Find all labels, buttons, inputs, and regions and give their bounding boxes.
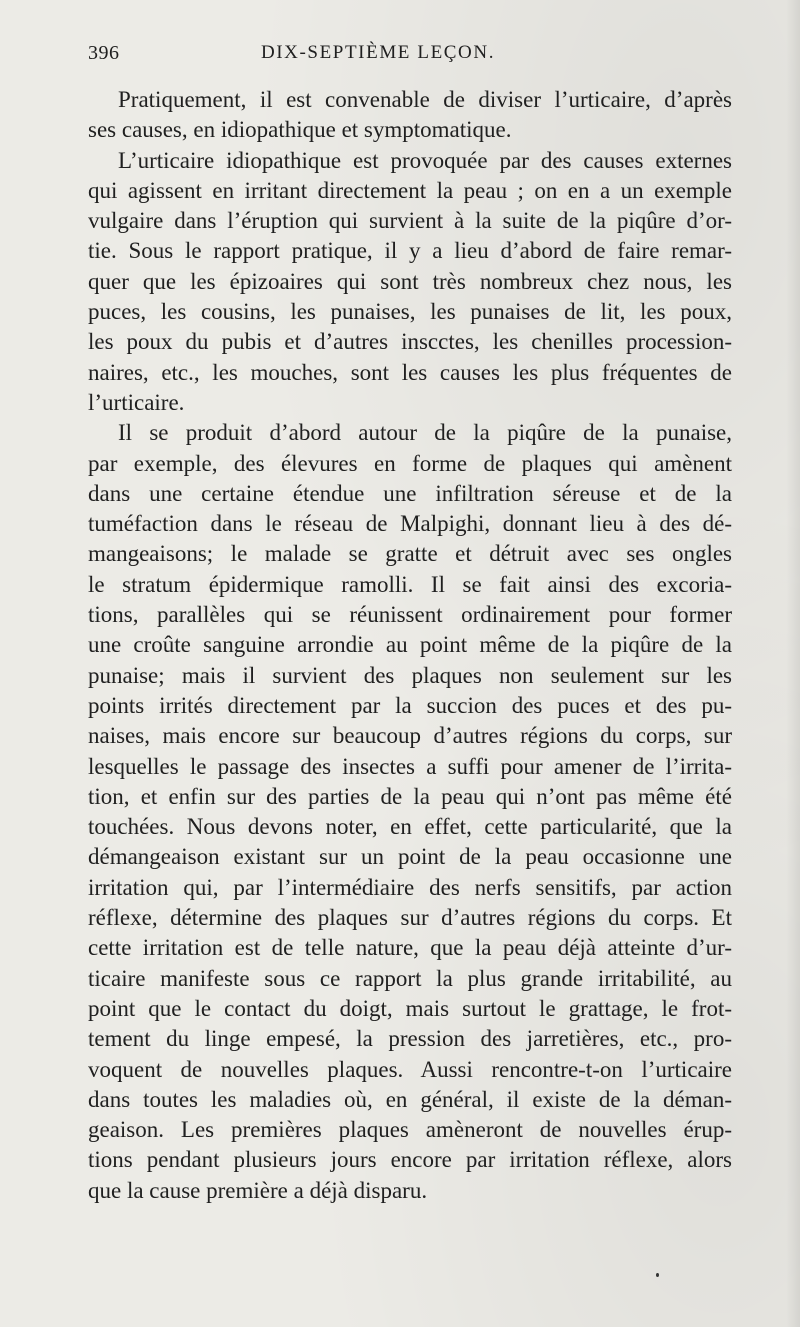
- text-line: geaison. Les premières plaques amèneront de nouvelles érup-: [88, 1117, 732, 1143]
- text-line: l’urticaire.: [88, 389, 185, 415]
- text-line: voquent de nouvelles plaques. Aussi rencontre-t-on l’urticaire: [88, 1056, 732, 1082]
- text-line: démangeaison existant sur un point de la peau occasionne une: [88, 844, 732, 870]
- text-line: tion, et enfin sur des parties de la peau qui n’ont pas même été: [88, 783, 732, 809]
- text-line: mangeaisons; le malade se gratte et détruit avec ses ongles: [88, 541, 732, 567]
- text-line: naises, mais encore sur beaucoup d’autres régions du corps, sur: [88, 723, 732, 749]
- page-number: 396: [88, 42, 120, 64]
- text-line: vulgaire dans l’éruption qui survient à la suite de la piqûre d’or-: [88, 208, 732, 234]
- text-line: tie. Sous le rapport pratique, il y a lieu d’abord de faire remar-: [88, 238, 732, 264]
- text-line: cette irritation est de telle nature, que la peau déjà atteinte d’ur-: [88, 935, 732, 961]
- text-line: naires, etc., les mouches, sont les causes les plus fréquentes de: [88, 359, 732, 385]
- text-line: que la cause première a déjà disparu.: [88, 1177, 428, 1203]
- text-line: punaise; mais il survient des plaques non seulement sur les: [88, 662, 732, 688]
- text-line: tions, parallèles qui se réunissent ordinairement pour former: [88, 602, 732, 628]
- text-line: réflexe, détermine des plaques sur d’autres régions du corps. Et: [88, 905, 732, 931]
- running-title: DIX-SEPTIÈME LEÇON.: [260, 42, 496, 63]
- text-line: touchées. Nous devons noter, en effet, cette particularité, que la: [88, 814, 732, 840]
- text-line: par exemple, des élevures en forme de plaques qui amènent: [88, 450, 732, 476]
- text-line: Pratiquement, il est convenable de diviser l’urticaire, d’après: [118, 87, 732, 112]
- text-line: qui agissent en irritant directement la peau ; on en a un exemple: [88, 177, 732, 203]
- text-line: le stratum épidermique ramolli. Il se fait ainsi des excoria-: [88, 571, 732, 597]
- text-line: dans une certaine étendue une infiltration séreuse et de la: [88, 480, 732, 506]
- ink-speck: [656, 1273, 659, 1277]
- paragraph-2: [88, 146, 732, 419]
- text-line: tuméfaction dans le réseau de Malpighi, donnant lieu à des dé-: [88, 511, 732, 537]
- text-line: ticaire manifeste sous ce rapport la plus grande irritabilité, au: [88, 965, 732, 991]
- text-line: irritation qui, par l’intermédiaire des nerfs sensitifs, par action: [88, 874, 732, 900]
- text-line: puces, les cousins, les punaises, les punaises de lit, les poux,: [88, 299, 732, 325]
- text-line: une croûte sanguine arrondie au point même de la piqûre de la: [88, 632, 732, 658]
- paragraph-1: [88, 85, 732, 146]
- text-line: lesquelles le passage des insectes a suffi pour amener de l’irrita-: [88, 753, 732, 779]
- text-line: tement du linge empesé, la pression des jarretières, etc., pro-: [88, 1026, 732, 1052]
- page-header: [88, 42, 728, 72]
- text-line: point que le contact du doigt, mais surtout le grattage, le frot-: [88, 995, 732, 1021]
- text-line: points irrités directement par la succion des puces et des pu-: [88, 692, 732, 718]
- text-line: les poux du pubis et d’autres inscctes, les chenilles procession-: [88, 329, 732, 355]
- text-line: quer que les épizoaires qui sont très nombreux chez nous, les: [88, 268, 732, 294]
- body-text: [88, 85, 732, 1206]
- page-edge-shadow: [786, 0, 800, 1327]
- text-line: Il se produit d’abord autour de la piqûre de la punaise,: [118, 420, 732, 446]
- text-line: tions pendant plusieurs jours encore par irritation réflexe, alors: [88, 1147, 732, 1173]
- text-line: ses causes, en idiopathique et symptomatique.: [88, 117, 512, 143]
- text-line: dans toutes les maladies où, en général, il existe de la déman-: [88, 1086, 732, 1112]
- text-line: L’urticaire idiopathique est provoquée par des causes externes: [118, 147, 732, 173]
- paragraph-3: [88, 418, 732, 1206]
